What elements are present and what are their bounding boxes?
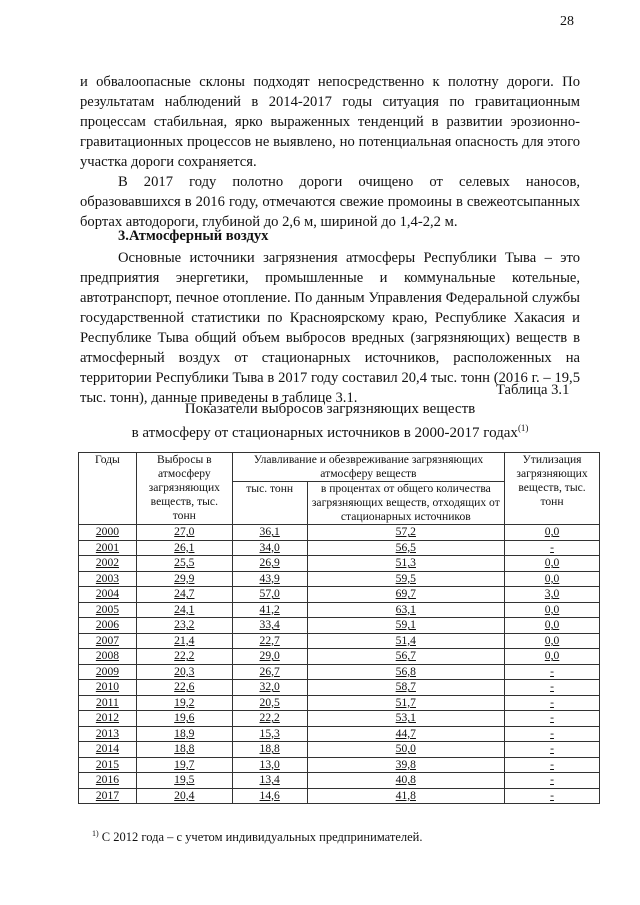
table-cell	[136, 680, 232, 696]
paragraph: и обвалоопасные склоны подходят непосредственно к полотну дороги. По результатам наблюдений в 2014-2017 годы ситуация по гравитационным процессам стабильная, ярко выраженных тенденций в развитии эрозионно-гравитационных процессов не выявлено, но потенциальная опасность для этого участка дороги сохраняется.	[80, 74, 580, 170]
cell-value: 2008	[95, 649, 120, 663]
table-cell	[79, 680, 137, 696]
table-cell	[79, 633, 137, 649]
table-cell	[79, 788, 137, 804]
table-cell	[505, 695, 600, 711]
table-row	[79, 556, 600, 572]
cell-value: 19,2	[174, 695, 195, 709]
cell-value: 26,7	[259, 664, 280, 678]
table-cell	[307, 571, 504, 587]
table-cell	[136, 726, 232, 742]
table-cell	[79, 649, 137, 665]
table-cell	[505, 664, 600, 680]
cell-value: 57,0	[259, 587, 280, 601]
table-row	[79, 618, 600, 634]
table-cell	[505, 602, 600, 618]
table-row	[79, 525, 600, 541]
table-cell	[136, 649, 232, 665]
table-cell	[307, 773, 504, 789]
cell-value: 56,7	[395, 649, 416, 663]
cell-value: 2001	[95, 540, 120, 554]
table-cell	[79, 556, 137, 572]
body-text	[80, 72, 580, 232]
cell-value: -	[550, 680, 554, 694]
cell-value: 44,7	[395, 726, 416, 740]
table-cell	[79, 757, 137, 773]
section-heading: 3.Атмосферный воздух	[118, 228, 269, 244]
table-row	[79, 602, 600, 618]
table-cell	[232, 711, 307, 727]
table-cell	[307, 664, 504, 680]
cell-value: -	[550, 773, 554, 787]
cell-value: 2016	[95, 773, 120, 787]
cell-value: 33,4	[259, 618, 280, 632]
table-row	[79, 680, 600, 696]
cell-value: 19,5	[174, 773, 195, 787]
table-cell	[307, 602, 504, 618]
table-row	[79, 587, 600, 603]
table-cell	[232, 757, 307, 773]
cell-value: 2000	[95, 525, 120, 539]
table-row	[79, 773, 600, 789]
table-cell	[136, 540, 232, 556]
table-title	[80, 400, 580, 443]
table-cell	[307, 757, 504, 773]
table-cell	[79, 540, 137, 556]
table-cell	[232, 726, 307, 742]
table-row	[79, 742, 600, 758]
cell-value: 51,3	[395, 556, 416, 570]
table-cell	[505, 540, 600, 556]
cell-value: 25,5	[174, 556, 195, 570]
cell-value: 0,0	[544, 571, 560, 585]
table-cell	[307, 711, 504, 727]
table-row	[79, 711, 600, 727]
table-cell	[232, 618, 307, 634]
cell-value: 2003	[95, 571, 120, 585]
table-title-line: Показатели выбросов загрязняющих веществ	[184, 401, 476, 417]
table-cell	[505, 680, 600, 696]
cell-value: 56,8	[395, 664, 416, 678]
cell-value: 29,9	[174, 571, 195, 585]
cell-value: 18,9	[174, 726, 195, 740]
table-cell	[79, 571, 137, 587]
table-row	[79, 726, 600, 742]
table-cell	[136, 602, 232, 618]
table-cell	[136, 773, 232, 789]
header-capture-pct: в процентах от общего количества загрязняющих веществ, отходящих от стационарных источников	[307, 482, 504, 525]
table-row	[79, 664, 600, 680]
cell-value: 0,0	[544, 602, 560, 616]
table-cell	[232, 742, 307, 758]
cell-value: 27,0	[174, 525, 195, 539]
cell-value: 41,8	[395, 788, 416, 802]
table-cell	[136, 788, 232, 804]
table-cell	[307, 633, 504, 649]
cell-value: 2013	[95, 726, 120, 740]
table-cell	[505, 773, 600, 789]
table-cell	[136, 695, 232, 711]
table-cell	[136, 556, 232, 572]
footnote	[92, 829, 422, 845]
cell-value: -	[550, 664, 554, 678]
cell-value: 2014	[95, 742, 120, 756]
cell-value: 13,0	[259, 757, 280, 771]
table-cell	[79, 742, 137, 758]
table-cell	[232, 540, 307, 556]
cell-value: 20,4	[174, 788, 195, 802]
cell-value: 34,0	[259, 540, 280, 554]
table-cell	[79, 618, 137, 634]
cell-value: 14,6	[259, 788, 280, 802]
cell-value: 40,8	[395, 773, 416, 787]
cell-value: 50,0	[395, 742, 416, 756]
table-cell	[505, 757, 600, 773]
table-cell	[307, 680, 504, 696]
table-cell	[505, 649, 600, 665]
header-capture: Улавливание и обезвреживание загрязняющих атмосферу веществ	[232, 453, 504, 482]
cell-value: -	[550, 757, 554, 771]
cell-value: 0,0	[544, 633, 560, 647]
table-cell	[505, 525, 600, 541]
table-title-text: в атмосферу от стационарных источников в 2000-2017 годах	[131, 425, 518, 441]
cell-value: 26,9	[259, 556, 280, 570]
cell-value: 15,3	[259, 726, 280, 740]
cell-value: 39,8	[395, 757, 416, 771]
header-utilization: Утилизация загрязняющих веществ, тыс. тонн	[505, 453, 600, 525]
cell-value: 19,7	[174, 757, 195, 771]
table-row	[79, 540, 600, 556]
footnote-mark: 1)	[92, 829, 99, 838]
table-cell	[79, 711, 137, 727]
cell-value: 23,2	[174, 618, 195, 632]
table-cell	[307, 788, 504, 804]
cell-value: 2006	[95, 618, 120, 632]
cell-value: 57,2	[395, 525, 416, 539]
table-cell	[79, 664, 137, 680]
table-cell	[136, 525, 232, 541]
emissions-table	[78, 452, 600, 804]
footnote-ref: (1)	[517, 423, 529, 433]
cell-value: 51,7	[395, 695, 416, 709]
paragraph: В 2017 году полотно дороги очищено от селевых наносов, образовавшихся в 2016 году, отмечаются свежие промоины в свежеотсыпанных бортах автодороги, глубиной до 2,6 м, шириной до 1,4-2,2 м.	[80, 174, 580, 230]
cell-value: 43,9	[259, 571, 280, 585]
table-cell	[307, 695, 504, 711]
table-cell	[136, 757, 232, 773]
cell-value: 59,1	[395, 618, 416, 632]
cell-value: -	[550, 726, 554, 740]
cell-value: 41,2	[259, 602, 280, 616]
table-cell	[136, 587, 232, 603]
table-cell	[232, 680, 307, 696]
table-cell	[136, 618, 232, 634]
table-cell	[505, 788, 600, 804]
table-cell	[505, 711, 600, 727]
table-cell	[505, 633, 600, 649]
cell-value: 2005	[95, 602, 120, 616]
cell-value: 2002	[95, 556, 120, 570]
cell-value: 2017	[95, 788, 120, 802]
cell-value: 58,7	[395, 680, 416, 694]
table-cell	[307, 742, 504, 758]
footnote-text: С 2012 года – с учетом индивидуальных предпринимателей.	[101, 830, 423, 845]
cell-value: 0,0	[544, 649, 560, 663]
cell-value: 2004	[95, 587, 120, 601]
cell-value: 24,7	[174, 587, 195, 601]
table-cell	[136, 571, 232, 587]
table-row	[79, 757, 600, 773]
cell-value: 0,0	[544, 556, 560, 570]
table-cell	[79, 587, 137, 603]
table-cell	[136, 711, 232, 727]
table-cell	[232, 587, 307, 603]
cell-value: -	[550, 742, 554, 756]
cell-value: 20,3	[174, 664, 195, 678]
table-cell	[232, 633, 307, 649]
table-cell	[232, 788, 307, 804]
table-title-line	[80, 419, 580, 443]
table-cell	[505, 571, 600, 587]
table-cell	[136, 633, 232, 649]
table-cell	[79, 695, 137, 711]
table-cell	[505, 618, 600, 634]
table-cell	[232, 556, 307, 572]
cell-value: 19,6	[174, 711, 195, 725]
table-cell	[232, 602, 307, 618]
cell-value: 22,6	[174, 680, 195, 694]
header-emissions: Выбросы в атмосферу загрязняющих веществ, тыс. тонн	[136, 453, 232, 525]
table-cell	[505, 742, 600, 758]
cell-value: 0,0	[544, 618, 560, 632]
table-cell	[136, 742, 232, 758]
header-capture-tons: тыс. тонн	[232, 482, 307, 525]
cell-value: 18,8	[259, 742, 280, 756]
cell-value: 56,5	[395, 540, 416, 554]
cell-value: 69,7	[395, 587, 416, 601]
cell-value: 59,5	[395, 571, 416, 585]
table-cell	[307, 540, 504, 556]
cell-value: 21,4	[174, 633, 195, 647]
cell-value: 2012	[95, 711, 120, 725]
cell-value: 51,4	[395, 633, 416, 647]
table-cell	[307, 525, 504, 541]
cell-value: 2007	[95, 633, 120, 647]
cell-value: 2009	[95, 664, 120, 678]
cell-value: 26,1	[174, 540, 195, 554]
cell-value: -	[550, 788, 554, 802]
cell-value: 22,2	[174, 649, 195, 663]
cell-value: 2015	[95, 757, 120, 771]
header-years: Годы	[79, 453, 137, 525]
cell-value: 22,7	[259, 633, 280, 647]
table-cell	[232, 571, 307, 587]
table-cell	[505, 556, 600, 572]
cell-value: 13,4	[259, 773, 280, 787]
table-cell	[307, 618, 504, 634]
table-cell	[136, 664, 232, 680]
table-cell	[232, 664, 307, 680]
table-cell	[79, 525, 137, 541]
table-cell	[307, 649, 504, 665]
cell-value: -	[550, 711, 554, 725]
table-row	[79, 633, 600, 649]
cell-value: 3,0	[544, 587, 560, 601]
table-cell	[307, 726, 504, 742]
table-cell	[79, 602, 137, 618]
cell-value: 36,1	[259, 525, 280, 539]
cell-value: 2011	[96, 695, 119, 709]
table-cell	[232, 695, 307, 711]
cell-value: 18,8	[174, 742, 195, 756]
cell-value: 0,0	[544, 525, 560, 539]
cell-value: 20,5	[259, 695, 280, 709]
table-row	[79, 649, 600, 665]
cell-value: 63,1	[395, 602, 416, 616]
cell-value: 29,0	[259, 649, 280, 663]
table-row	[79, 788, 600, 804]
cell-value: 24,1	[174, 602, 195, 616]
table-row	[79, 571, 600, 587]
table-cell	[505, 726, 600, 742]
table-cell	[79, 726, 137, 742]
cell-value: 2010	[95, 680, 120, 694]
table-cell	[232, 773, 307, 789]
cell-value: -	[550, 695, 554, 709]
table-cell	[232, 649, 307, 665]
paragraph: Основные источники загрязнения атмосферы Республики Тыва – это предприятия энергетики, промышленные и коммунальные котельные, автотранспорт, печное отопление. По данным Управления Федеральной службы государственной статистики по Красноярскому краю, Республике Хакасия и Республике Тыва общий объем выбросов вредных (загрязняющих) веществ в атмосферный воздух от стационарных источников, расположенных на территории Республики Тыва в 2017 году составил 20,4 тыс. тонн (2016 г. – 19,5 тыс. тонн), данные приведены в таблице 3.1.	[80, 250, 580, 406]
table-cell	[232, 525, 307, 541]
cell-value: 32,0	[259, 680, 280, 694]
table-caption: Таблица 3.1	[496, 382, 570, 398]
cell-value: 53,1	[395, 711, 416, 725]
table-cell	[505, 587, 600, 603]
table-row	[79, 695, 600, 711]
table-cell	[307, 587, 504, 603]
table-cell	[79, 773, 137, 789]
cell-value: 22,2	[259, 711, 280, 725]
cell-value: -	[550, 540, 554, 554]
page-number: 28	[560, 14, 574, 29]
table-cell	[307, 556, 504, 572]
